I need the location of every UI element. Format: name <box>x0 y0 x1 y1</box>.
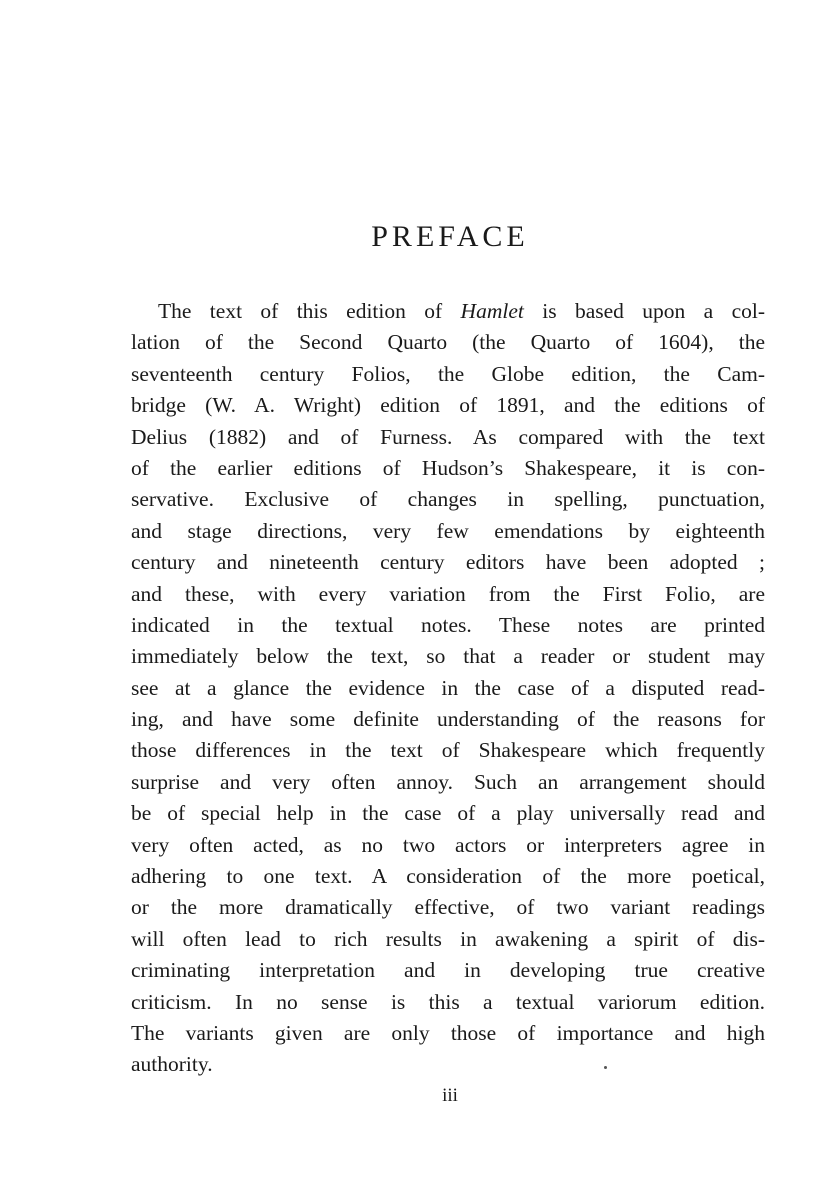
text-line: see at a glance the evidence in the case of a disputed read- <box>131 675 765 700</box>
text-line: be of special help in the case of a play universally read and <box>131 801 765 826</box>
text-line: will often lead to rich results in awakening a spirit of dis- <box>131 926 765 951</box>
text-line: immediately below the text, so that a reader or student may <box>131 644 765 669</box>
text-line: Delius (1882) and of Furness. As compared with the text <box>131 424 765 449</box>
text-line: surprise and very often annoy. Such an arrangement should <box>131 769 765 794</box>
text-line: and stage directions, very few emendations by eighteenth <box>131 518 765 543</box>
italic-title: Hamlet <box>460 299 524 323</box>
text-line: those differences in the text of Shakespeare which frequently <box>131 738 765 763</box>
text-line: authority. <box>131 1052 213 1077</box>
text-line: very often acted, as no two actors or interpreters agree in <box>131 832 765 857</box>
text-line: or the more dramatically effective, of two variant readings <box>131 895 765 920</box>
page-title: PREFACE <box>371 220 529 253</box>
text-line: servative. Exclusive of changes in spelling, punctuation, <box>131 487 765 512</box>
text-line: The variants given are only those of importance and high <box>131 1020 765 1045</box>
text-line: bridge (W. A. Wright) edition of 1891, and the editions of <box>131 393 765 418</box>
text-line: century and nineteenth century editors have been adopted ; <box>131 550 765 575</box>
preface-paragraph <box>131 296 765 1081</box>
text-line: adhering to one text. A consideration of the more poetical, <box>131 864 765 889</box>
text-line: ing, and have some definite understanding of the reasons for <box>131 707 765 732</box>
text-line: lation of the Second Quarto (the Quarto of 1604), the <box>131 330 765 355</box>
text-line: of the earlier editions of Hudson’s Shakespeare, it is con- <box>131 455 765 480</box>
text-line: seventeenth century Folios, the Globe edition, the Cam- <box>131 361 765 386</box>
text-segment: The text of this edition of <box>158 299 461 323</box>
text-segment: is based upon a col- <box>523 299 766 323</box>
ink-speck <box>604 1066 607 1069</box>
text-line: criminating interpretation and in developing true creative <box>131 958 765 983</box>
text-line <box>131 296 765 327</box>
page-number: iii <box>442 1085 458 1106</box>
text-line: indicated in the textual notes. These notes are printed <box>131 612 765 637</box>
text-line: and these, with every variation from the First Folio, are <box>131 581 765 606</box>
text-line: criticism. In no sense is this a textual variorum edition. <box>131 989 765 1014</box>
